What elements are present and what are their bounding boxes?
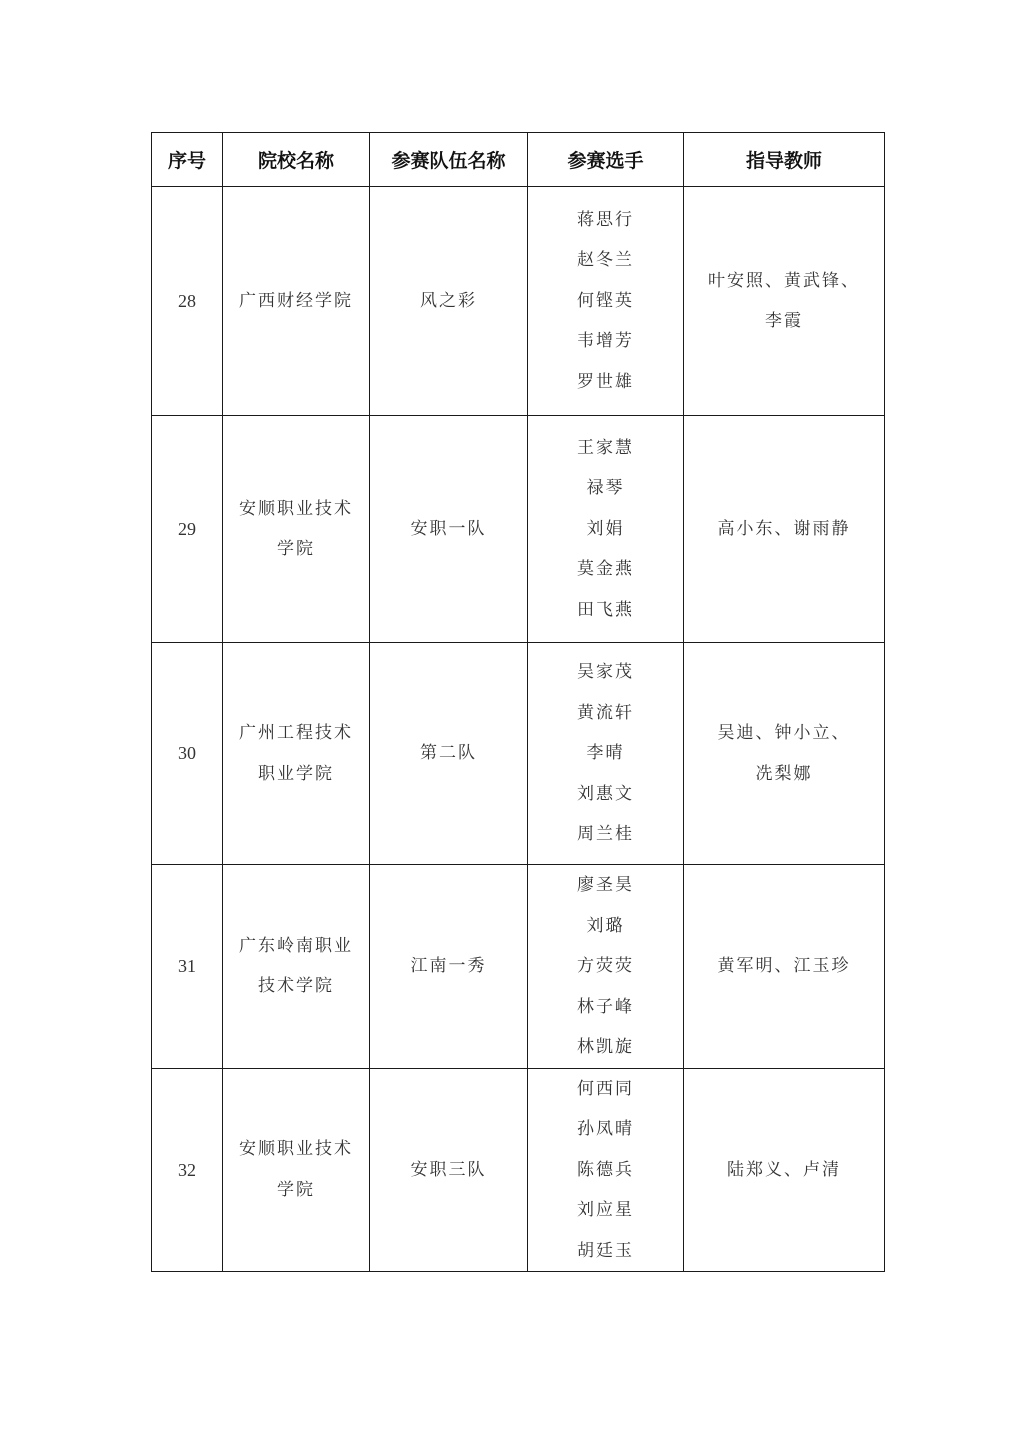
- player-name: 吴家茂: [577, 662, 634, 683]
- seq-cell: 31: [152, 865, 223, 1069]
- players-cell: [528, 1068, 684, 1272]
- table-row: [152, 187, 885, 416]
- school-line: 技术学院: [258, 976, 334, 997]
- school-line: 职业学院: [258, 763, 334, 784]
- seq-cell: 32: [152, 1068, 223, 1272]
- teachers-cell: [684, 643, 885, 865]
- player-name: 田飞燕: [577, 599, 634, 620]
- player-name: 黄流轩: [577, 702, 634, 723]
- player-name: 韦增芳: [577, 331, 634, 352]
- school-cell: [223, 1068, 370, 1272]
- player-name: 陈德兵: [577, 1159, 634, 1180]
- team-roster-table: [151, 132, 885, 1272]
- team-cell: 第二队: [370, 643, 528, 865]
- teachers-cell: [684, 1068, 885, 1272]
- player-name: 王家慧: [577, 437, 634, 458]
- teachers-line: 李霞: [765, 311, 803, 331]
- table-row: [152, 416, 885, 643]
- player-name: 赵冬兰: [577, 250, 634, 271]
- school-line: 学院: [277, 1179, 315, 1200]
- teachers-line: 吴迪、钟小立、: [717, 723, 851, 743]
- team-cell: 安职三队: [370, 1068, 528, 1272]
- seq-cell: 28: [152, 187, 223, 416]
- player-name: 刘应星: [577, 1200, 634, 1220]
- teachers-line: 黄军明、江玉珍: [717, 956, 851, 976]
- table-row: [152, 643, 885, 865]
- school-line: 安顺职业技术: [239, 1139, 353, 1160]
- header-teachers: 指导教师: [684, 133, 885, 187]
- player-name: 胡廷玉: [577, 1240, 634, 1261]
- school-cell: [223, 643, 370, 865]
- player-name: 蒋思行: [577, 209, 634, 230]
- seq-cell: 30: [152, 643, 223, 865]
- players-cell: [528, 643, 684, 865]
- school-cell: [223, 865, 370, 1069]
- team-cell: 风之彩: [370, 187, 528, 416]
- teachers-cell: [684, 187, 885, 416]
- school-cell: [223, 416, 370, 643]
- teachers-line: 叶安照、黄武锋、: [708, 270, 860, 291]
- player-name: 禄琴: [586, 478, 625, 499]
- school-line: 广州工程技术: [239, 723, 353, 743]
- table-row: [152, 865, 885, 1069]
- player-name: 孙凤晴: [577, 1119, 634, 1139]
- header-school: 院校名称: [223, 133, 370, 187]
- table-row: [152, 1068, 885, 1272]
- school-line: 广西财经学院: [239, 290, 353, 311]
- players-cell: [528, 865, 684, 1069]
- header-team: 参赛队伍名称: [370, 133, 528, 187]
- players-cell: [528, 187, 684, 416]
- header-row: [152, 133, 885, 187]
- player-name: 林子峰: [577, 996, 634, 1017]
- players-cell: [528, 416, 684, 643]
- teachers-cell: [684, 865, 885, 1069]
- teachers-line: 陆郑义、卢清: [727, 1159, 841, 1180]
- player-name: 林凯旋: [577, 1037, 634, 1057]
- seq-cell: 29: [152, 416, 223, 643]
- teachers-line: 冼梨娜: [755, 763, 813, 784]
- player-name: 方荧荧: [577, 956, 634, 976]
- header-players: 参赛选手: [528, 133, 684, 187]
- player-name: 何铿英: [577, 290, 634, 311]
- player-name: 莫金燕: [577, 559, 634, 580]
- school-line: 学院: [277, 539, 315, 559]
- player-name: 李晴: [586, 743, 625, 764]
- team-cell: 江南一秀: [370, 865, 528, 1069]
- header-seq: 序号: [152, 133, 223, 187]
- school-line: 广东岭南职业: [239, 935, 353, 956]
- teachers-cell: [684, 416, 885, 643]
- player-name: 周兰桂: [577, 824, 634, 845]
- teachers-line: 高小东、谢雨静: [717, 518, 851, 539]
- player-name: 刘娟: [586, 518, 625, 539]
- player-name: 罗世雄: [577, 371, 634, 392]
- player-name: 廖圣昊: [577, 875, 634, 895]
- school-line: 安顺职业技术: [239, 498, 353, 519]
- player-name: 刘惠文: [577, 783, 634, 804]
- team-cell: 安职一队: [370, 416, 528, 643]
- player-name: 刘璐: [586, 915, 625, 936]
- player-name: 何西同: [577, 1078, 634, 1099]
- school-cell: [223, 187, 370, 416]
